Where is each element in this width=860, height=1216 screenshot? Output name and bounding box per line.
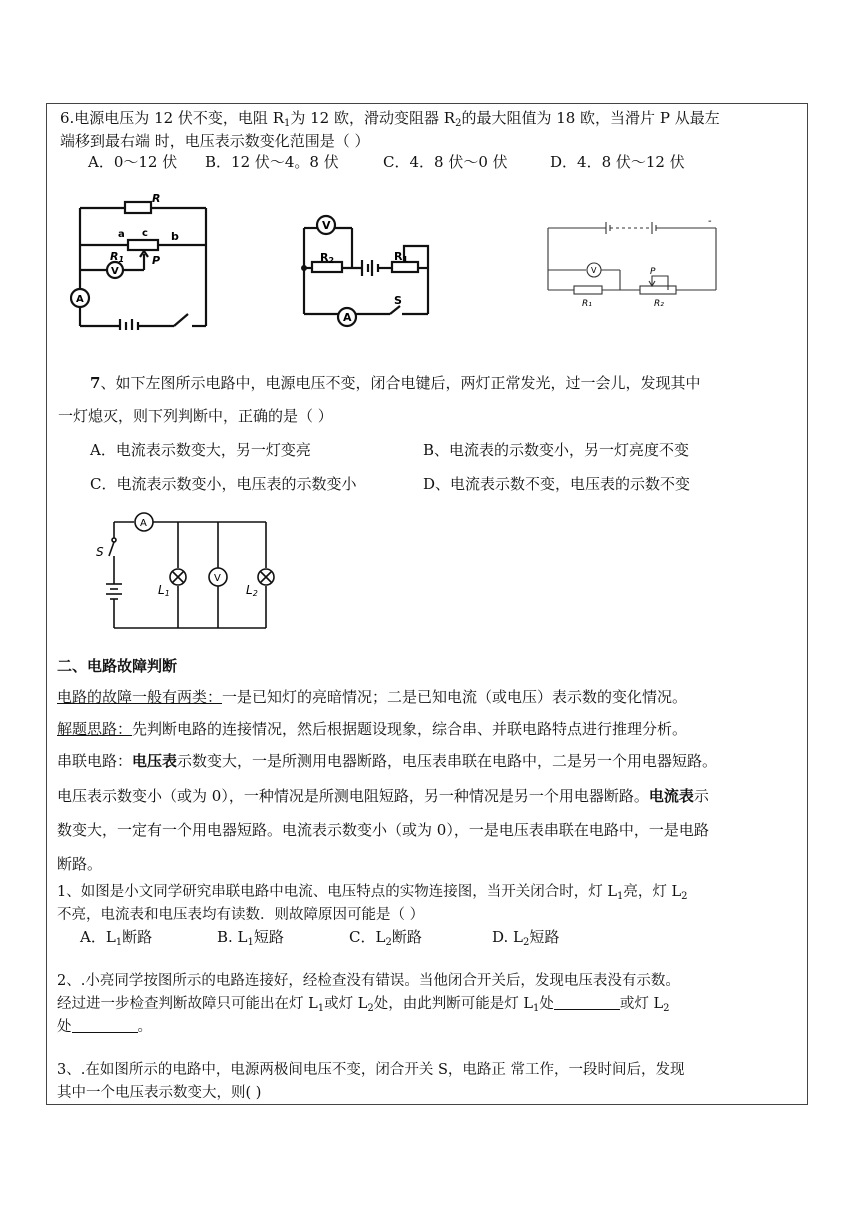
- section-para-4: 电压表示数变小（或为 0），一种情况是所测电阻短路，另一种情况是另一个用电器断路。电流表示: [57, 787, 709, 805]
- fault-q3-line1: 3、.在如图所示的电路中，电源两极间电压不变，闭合开关 S，电路正 常工作，一段时间后，发现: [57, 1062, 685, 1078]
- section-para-3: 串联电路：电压表示数变大，一是所测用电器断路，电压表串联在电路中，二是另一个用电器短路。: [57, 752, 718, 770]
- fig3-label-p: P: [650, 267, 656, 277]
- fig3-voltmeter-v: V: [591, 266, 597, 275]
- fault-q2-line1: 2、.小亮同学按图所示的电路连接好，经检查没有错误。当他闭合开关后，发现电压表没有示数。: [57, 973, 680, 989]
- fig1-label-c: c: [142, 228, 148, 239]
- fig1-label-r1: R1: [110, 250, 125, 264]
- q7-line1: 7、如下左图所示电路中，电源电压不变，闭合电键后，两灯正常发光，过一会儿，发现其中: [90, 374, 701, 392]
- section-para-1: 电路的故障一般有两类：一是已知灯的亮暗情况；二是已知电流（或电压）表示数的变化情况。: [57, 688, 688, 706]
- fig2-ammeter-a: A: [343, 311, 352, 324]
- fig1-label-b: b: [171, 230, 179, 243]
- section-para-5: 数变大，一定有一个用电器短路。电流表示数变小（或为 0），一是电压表串联在电路中，一是电路: [57, 821, 709, 839]
- fig2-label-r1: R1: [394, 250, 409, 264]
- q7-option-a: A．电流表示数变大，另一灯变亮: [90, 441, 311, 459]
- fig3-label-minus: -: [708, 216, 712, 227]
- section-para-6: 断路。: [57, 855, 103, 873]
- fault-q3-line2: 其中一个电压表示数变大，则( ): [57, 1085, 262, 1101]
- q6-option-d: D．4．8 伏～12 伏: [550, 153, 685, 171]
- fig4-voltmeter-v: V: [214, 573, 221, 584]
- fig4-label-l2: L2: [246, 583, 258, 598]
- answer-blank-l1[interactable]: [554, 995, 620, 1010]
- fault-q2-line3: 处 。: [57, 1019, 152, 1035]
- fault-q1-line2: 不亮，电流表和电压表均有读数．则故障原因可能是（ ）: [57, 907, 425, 923]
- fig1-label-a: a: [118, 229, 125, 240]
- q6-option-b: B．12 伏～4。8 伏: [205, 153, 339, 171]
- fig1-voltmeter-v: V: [111, 266, 119, 277]
- q6-option-a: A．0～12 伏: [88, 153, 178, 171]
- q6-option-c: C．4．8 伏～0 伏: [383, 153, 508, 171]
- q6-line1: 6.电源电压为 12 伏不变，电阻 $R_1$为 12 欧，滑动变阻器 $R_2$的最大阻值为 18 欧，当滑片 P 从最左: [60, 109, 720, 129]
- section-para-2: 解题思路：先判断电路的连接情况，然后根据题设现象，综合串、并联电路特点进行推理分析。: [57, 720, 688, 738]
- fig2-switch-s: S: [394, 294, 402, 307]
- fig2-voltmeter-v: V: [322, 219, 331, 232]
- circuit-diagram-3: [540, 214, 726, 316]
- fault-q2-line2: 经过进一步检查判断故障只可能出在灯 $L_1$或灯 $L_2$处，由此判断可能是灯 $L_1$处 或灯 $L_2$: [57, 996, 670, 1014]
- fig3-label-r1: R₁: [582, 299, 592, 309]
- fig3-label-r2: R₂: [654, 299, 664, 309]
- q7-option-d: D、电流表示数不变，电压表的示数不变: [423, 475, 691, 493]
- fault-q1-option-c: C．$L_2$断路: [349, 928, 422, 948]
- fig1-label-p: P: [152, 254, 161, 267]
- q6-line2: 端移到最右端 时，电压表示数变化范围是（ ）: [60, 132, 370, 150]
- fig2-label-r2: R2: [320, 251, 335, 265]
- fault-q1-option-b: B. $L_1$短路: [217, 928, 284, 948]
- q7-option-b: B、电流表的示数变小，另一灯亮度不变: [423, 441, 690, 459]
- circuit-diagram-4: [96, 508, 286, 632]
- answer-blank-l2[interactable]: [72, 1018, 138, 1033]
- q7-line2: 一灯熄灭，则下列判断中，正确的是（ ）: [58, 407, 333, 425]
- fig4-ammeter-a: A: [140, 518, 147, 529]
- fault-q1-option-d: D. $L_2$短路: [492, 928, 560, 948]
- fig4-label-l1: L1: [158, 583, 170, 598]
- fault-q1-line1: 1、如图是小文同学研究串联电路中电流、电压特点的实物连接图，当开关闭合时，灯 $L_1$亮，灯 $L_2$: [57, 884, 688, 902]
- fig1-ammeter-a: A: [76, 294, 84, 305]
- q7-option-c: C．电流表示数变小，电压表的示数变小: [90, 475, 357, 493]
- circuit-diagram-2: [294, 206, 444, 332]
- section-title: 二、电路故障判断: [57, 657, 178, 675]
- fig1-label-r: R: [152, 192, 161, 205]
- fault-q1-option-a: A．$L_1$断路: [80, 928, 153, 948]
- circuit-diagram-1: [70, 190, 212, 330]
- fig4-switch-s: S: [96, 545, 104, 559]
